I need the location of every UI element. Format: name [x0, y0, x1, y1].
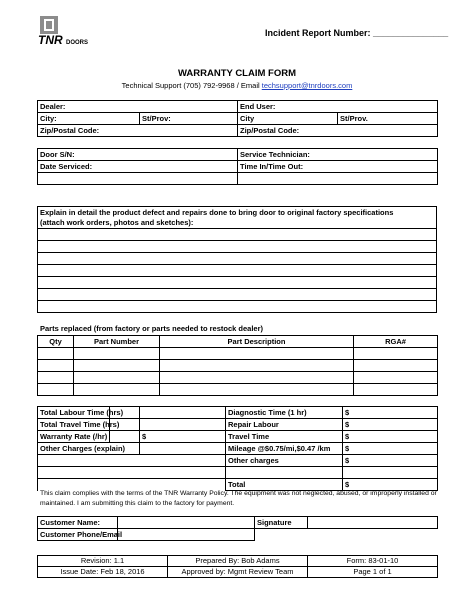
parts-cell[interactable] — [74, 384, 160, 396]
parts-cell[interactable] — [38, 348, 74, 360]
sign-empty — [308, 529, 438, 541]
parts-cell[interactable] — [38, 372, 74, 384]
defect-line-1: Explain in detail the product defect and repairs done to bring door to original factory specifications — [40, 207, 394, 217]
parts-cell[interactable] — [74, 360, 160, 372]
total-label: Total — [226, 479, 343, 491]
dealer-field[interactable]: Dealer: — [38, 101, 238, 113]
diagnostic-label: Diagnostic Time (1 hr) — [226, 407, 343, 419]
dealer-zip-field[interactable]: Zip/Postal Code: — [38, 125, 238, 137]
explain-blank-line[interactable] — [38, 455, 226, 467]
footer-form-number: Form: 83-01-10 — [308, 556, 438, 567]
customer-name-label: Customer Name: — [38, 517, 118, 529]
footer-page: Page 1 of 1 — [308, 567, 438, 578]
repair-labour-label: Repair Labour — [226, 419, 343, 431]
charges-blank-amount[interactable] — [343, 467, 438, 479]
defect-line[interactable] — [38, 289, 437, 301]
tnr-logo-icon — [36, 16, 110, 48]
form-footer — [37, 555, 438, 578]
parts-cell[interactable] — [354, 384, 438, 396]
mileage-label: Mileage @$0.75/mi,$0.47 /km — [226, 443, 343, 455]
defect-table — [37, 206, 437, 313]
svg-text:TNR: TNR — [38, 33, 63, 47]
repair-labour-amount[interactable]: $ — [343, 419, 438, 431]
signature-input[interactable] — [308, 517, 438, 529]
door-blank-cell[interactable] — [38, 173, 238, 185]
total-amount[interactable]: $ — [343, 479, 438, 491]
customer-name-input[interactable] — [118, 517, 255, 529]
parts-cell[interactable] — [74, 348, 160, 360]
parts-cell[interactable] — [160, 360, 354, 372]
dealer-city-field[interactable]: City: — [38, 113, 140, 125]
time-in-out-field[interactable]: Time In/Time Out: — [238, 161, 438, 173]
warranty-rate-label: Warranty Rate (/hr) — [38, 431, 110, 443]
customer-table — [37, 100, 438, 137]
explain-blank-line[interactable] — [38, 467, 226, 479]
total-travel-label: Total Travel Time (hrs) — [38, 419, 110, 431]
door-sn-field[interactable]: Door S/N: — [38, 149, 238, 161]
other-charges-amount[interactable]: $ — [343, 455, 438, 467]
date-serviced-field[interactable]: Date Serviced: — [38, 161, 238, 173]
incident-report-number: Incident Report Number: _______________ — [265, 28, 449, 38]
sign-empty — [255, 529, 308, 541]
svg-text:DOORS: DOORS — [66, 40, 89, 46]
col-qty: Qty — [38, 336, 74, 348]
defect-line[interactable] — [38, 265, 437, 277]
parts-cell[interactable] — [74, 372, 160, 384]
parts-cell[interactable] — [38, 384, 74, 396]
footer-prepared-by: Prepared By: Bob Adams — [168, 556, 308, 567]
rate-spacer — [110, 431, 140, 443]
parts-cell[interactable] — [354, 372, 438, 384]
charges-blank-label — [226, 467, 343, 479]
defect-line[interactable] — [38, 241, 437, 253]
defect-line[interactable] — [38, 277, 437, 289]
door-blank-cell[interactable] — [238, 173, 438, 185]
signature-table — [37, 516, 438, 541]
support-line — [0, 81, 474, 90]
parts-caption: Parts replaced (from factory or parts needed to restock dealer) — [40, 324, 263, 333]
customer-phone-label: Customer Phone/Email — [38, 529, 118, 541]
parts-cell[interactable] — [38, 360, 74, 372]
travel-time-amount[interactable]: $ — [343, 431, 438, 443]
defect-line[interactable] — [38, 229, 437, 241]
end-user-field[interactable]: End User: — [238, 101, 438, 113]
defect-instructions — [38, 207, 437, 229]
diagnostic-amount[interactable]: $ — [343, 407, 438, 419]
defect-line[interactable] — [38, 253, 437, 265]
enduser-zip-field[interactable]: Zip/Postal Code: — [238, 125, 438, 137]
enduser-city-field[interactable]: City — [238, 113, 338, 125]
warranty-rate-input[interactable]: $ — [140, 431, 226, 443]
mileage-amount[interactable]: $ — [343, 443, 438, 455]
support-phone: Technical Support (705) 792-9968 / Email — [121, 81, 262, 90]
other-charges-label: Other charges — [226, 455, 343, 467]
total-labour-input[interactable] — [140, 407, 226, 419]
other-charges-explain-label: Other Charges (explain) — [38, 443, 140, 455]
customer-phone-input[interactable] — [118, 529, 255, 541]
signature-label: Signature — [255, 517, 308, 529]
enduser-stprov-field[interactable]: St/Prov. — [338, 113, 438, 125]
form-title: WARRANTY CLAIM FORM — [177, 68, 297, 79]
defect-line-2: (attach work orders, photos and sketches): — [40, 217, 194, 227]
company-logo — [36, 16, 110, 48]
compliance-statement: This claim complies with the terms of the TNR Warranty Policy. The equipment was not neglected, abused, or improperly installed or maintained. I am submitting this claim to the factory for payment. — [40, 490, 437, 507]
parts-cell[interactable] — [160, 384, 354, 396]
other-charges-explain-input[interactable] — [140, 443, 226, 455]
parts-cell[interactable] — [160, 372, 354, 384]
parts-cell[interactable] — [160, 348, 354, 360]
parts-cell[interactable] — [354, 348, 438, 360]
col-part-description: Part Description — [160, 336, 354, 348]
footer-issue-date: Issue Date: Feb 18, 2016 — [38, 567, 168, 578]
service-tech-field[interactable]: Service Technician: — [238, 149, 438, 161]
support-email-link[interactable]: techsupport@tnrdoors.com — [261, 81, 353, 90]
charges-table — [37, 406, 438, 491]
defect-line[interactable] — [38, 301, 437, 313]
col-rga: RGA# — [354, 336, 438, 348]
parts-cell[interactable] — [354, 360, 438, 372]
col-part-number: Part Number — [74, 336, 160, 348]
dealer-stprov-field[interactable]: St/Prov: — [140, 113, 238, 125]
footer-revision: Revision: 1.1 — [38, 556, 168, 567]
total-travel-input[interactable] — [140, 419, 226, 431]
parts-table — [37, 335, 438, 396]
total-labour-label: Total Labour Time (hrs) — [38, 407, 110, 419]
footer-approved-by: Approved by: Mgmt Review Team — [168, 567, 308, 578]
travel-time-label: Travel Time — [226, 431, 343, 443]
door-table — [37, 148, 438, 185]
